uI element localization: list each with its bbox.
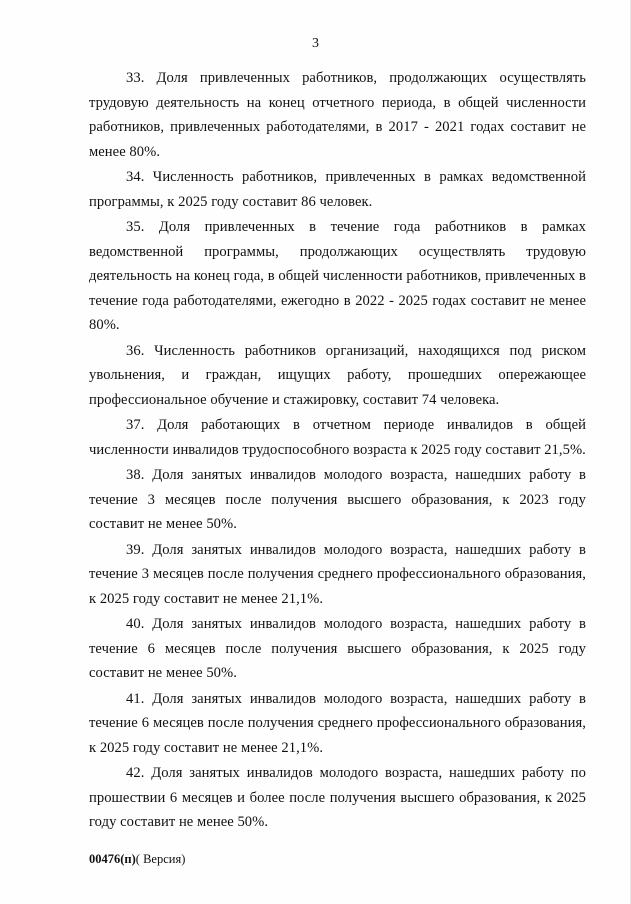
paragraph-38: 38. Доля занятых инвалидов молодого возраста, нашедших работу в течение 3 месяцев после получения высшего образования, к 2023 году составит не менее 50%. [89,467,586,532]
paragraph-39: 39. Доля занятых инвалидов молодого возраста, нашедших работу в течение 3 месяцев после получения среднего профессионального образования, к 2025 году составит не менее 21,1%. [89,541,586,607]
document-footer [89,852,185,867]
paragraph-35: 35. Доля привлеченных в течение года работников в рамках ведомственной программы, продолжающих осуществлять трудовую деятельность на конец года, в общей численности работников, привлеченных в течение года работодателями, ежегодно в 2022 - 2025 годах составит не менее 80%. [89,219,586,333]
page-number: 3 [312,36,319,51]
paragraph-40: 40. Доля занятых инвалидов молодого возраста, нашедших работу в течение 6 месяцев после получения высшего образования, к 2025 году составит не менее 50%. [89,616,586,681]
document-code: 00476(п) [89,852,136,866]
paragraph-33: 33. Доля привлеченных работников, продолжающих осуществлять трудовую деятельность на конец отчетного периода, в общей численности работников, привлеченных работодателями, в 2017 - 2021 годах составит не менее 80%. [89,70,586,160]
paragraph-37: 37. Доля работающих в отчетном периоде инвалидов в общей численности инвалидов трудоспособного возраста к 2025 году составит 21,5%. [89,417,586,458]
document-body [89,66,586,836]
version-label: ( Версия) [135,852,186,866]
paragraph-36: 36. Численность работников организаций, находящихся под риском увольнения, и граждан, ищущих работу, прошедших опережающее профессиональное обучение и стажировку, составит 74 человека. [89,342,586,408]
paragraph-41: 41. Доля занятых инвалидов молодого возраста, нашедших работу в течение 6 месяцев после получения среднего профессионального образования, к 2025 году составит не менее 21,1%. [89,690,586,756]
paragraph-42: 42. Доля занятых инвалидов молодого возраста, нашедших работу по прошествии 6 месяцев и более после получения высшего образования, к 2025 году составит не менее 50%. [89,765,586,830]
paragraph-34: 34. Численность работников, привлеченных в рамках ведомственной программы, к 2025 году составит 86 человек. [89,169,586,210]
